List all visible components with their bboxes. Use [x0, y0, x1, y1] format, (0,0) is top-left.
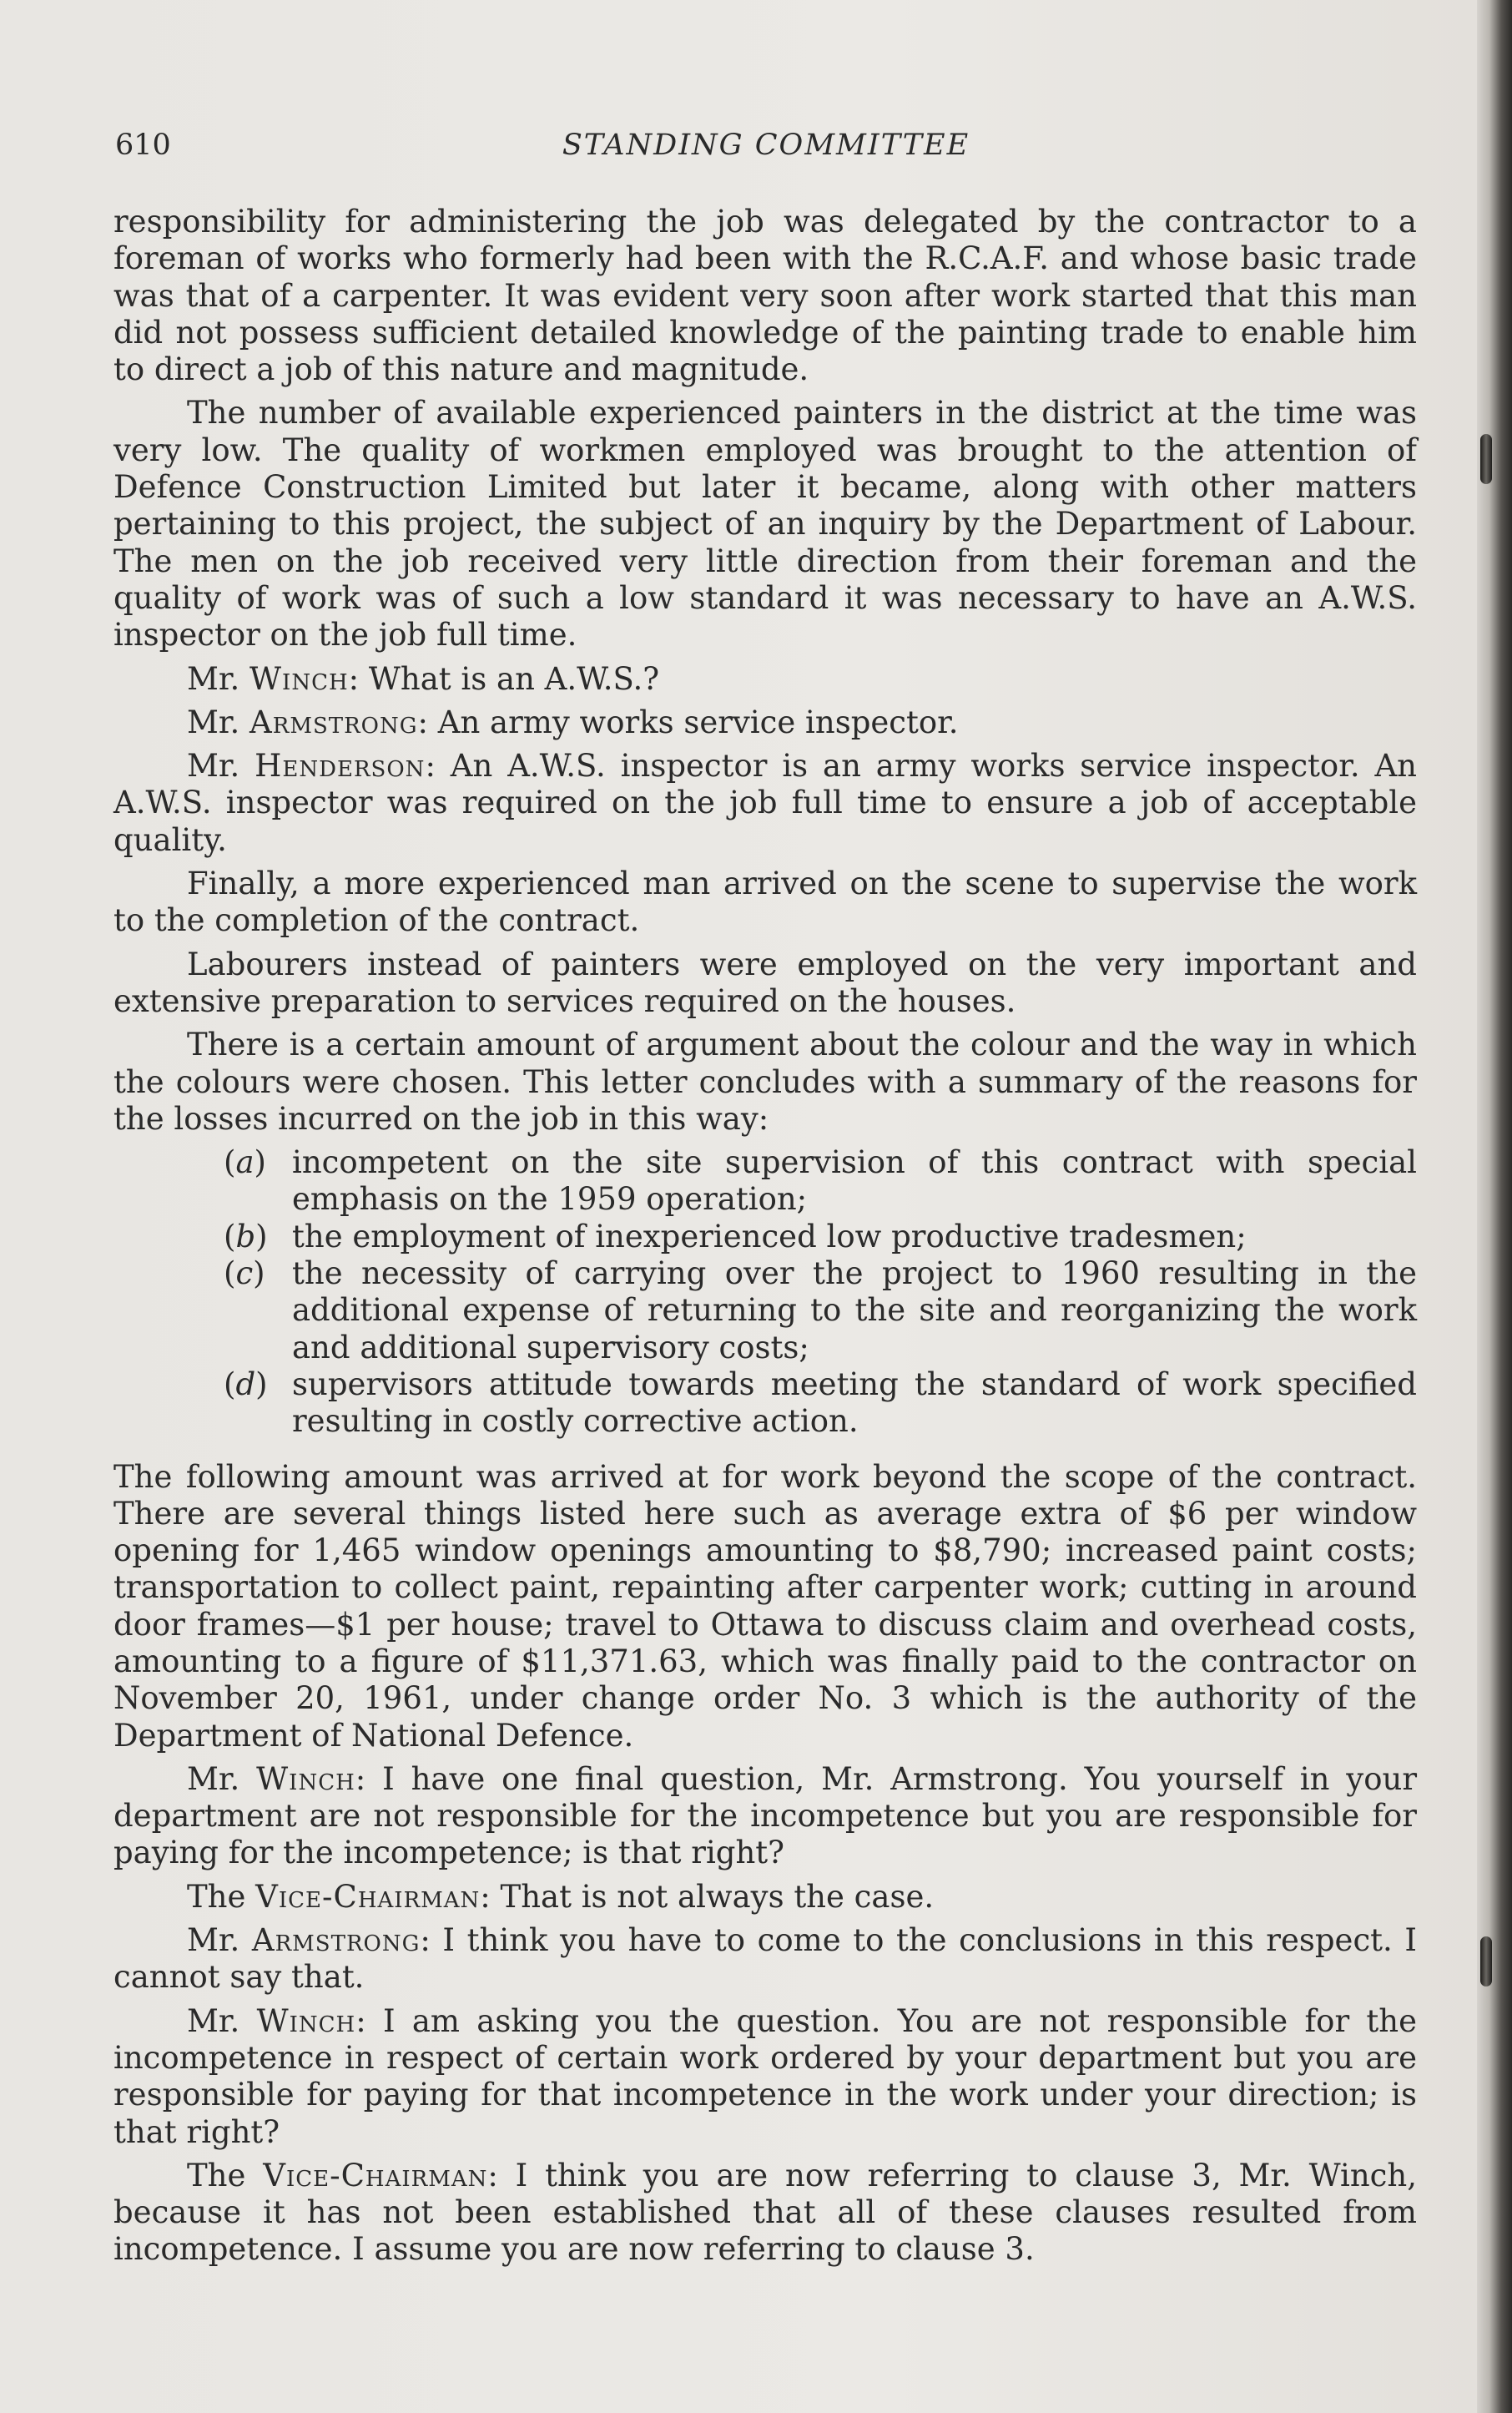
paragraph: responsibility for administering the job was delegated by the contractor to a foreman of works who formerly had been with the R.C.A.F. and whose basic trade was that of a carpenter. It was evident very soon after work started that this man did not possess sufficient detailed knowledge of the painting trade to enable him to direct a job of this nature and magnitude. [113, 204, 1417, 388]
list-item [113, 1255, 1417, 1366]
speaker-name: Vice-Chairman [263, 2157, 488, 2193]
dialogue-text: : What is an A.W.S.? [348, 660, 660, 697]
dialogue-vice-chairman [113, 2158, 1417, 2269]
paragraph: The following amount was arrived at for work beyond the scope of the contract. There are several things listed here such as average extra of $6 per window opening for 1,465 window openings amounting to $8,790; increased paint costs; transportation to collect paint, repainting after carpenter work; cutting in around door frames—$1 per house; travel to Ottawa to discuss claim and overhead costs, amounting to a figure of $11,371.63, which was finally paid to the contractor on November 20, 1961, under change order No. 3 which is the authority of the Department of National Defence. [113, 1458, 1417, 1754]
dialogue-text: : I am asking you the question. You are not responsible for the incompetence in respect of certain work ordered by your department but you are responsible for paying for that incompetence in the work under your direction; is that right? [113, 2002, 1418, 2150]
list-item-text: the employment of inexperienced low productive tradesmen; [292, 1218, 1247, 1254]
page-number: 610 [115, 129, 171, 162]
list-item [113, 1144, 1417, 1219]
dialogue-text: : That is not always the case. [480, 1878, 935, 1915]
dialogue-text: : I have one final question, Mr. Armstrong. You yourself in your department are not responsible for the incompetence but you are responsible for paying for the incompetence; is that right? [113, 1760, 1418, 1871]
dialogue-vice-chairman [113, 1879, 1417, 1916]
dialogue-henderson [113, 748, 1417, 859]
paragraph: Finally, a more experienced man arrived on the scene to supervise the work to the completion of the contract. [113, 866, 1417, 939]
list-item [113, 1366, 1417, 1441]
dialogue-text: : An army works service inspector. [417, 704, 959, 740]
speaker-title: Mr. [187, 704, 250, 740]
dialogue-armstrong [113, 704, 1417, 741]
list-item-label: (a) [224, 1144, 266, 1181]
running-head: STANDING COMMITTEE [562, 129, 970, 162]
dialogue-winch [113, 1761, 1417, 1872]
page-header [115, 129, 1417, 170]
dialogue-text: : I think you have to come to the conclusions in this respect. I cannot say that. [113, 1922, 1418, 1996]
dialogue-winch [113, 661, 1417, 698]
list-item-label: (c) [224, 1255, 265, 1292]
list-item [113, 1219, 1417, 1255]
dialogue-winch [113, 2003, 1417, 2151]
speaker-name: Winch [256, 1760, 355, 1797]
list-item-text: supervisors attitude towards meeting the standard of work specified resulting in costly corrective action. [292, 1366, 1417, 1440]
binding-staple [1480, 434, 1492, 484]
list-item-text: incompetent on the site supervision of this contract with special emphasis on the 1959 operation; [292, 1144, 1417, 1218]
paragraph: The number of available experienced painters in the district at the time was very low. The quality of workmen employed was brought to the attention of Defence Construction Limited but later it became, along with other matters pertaining to this project, the subject of an inquiry by the Department of Labour. The men on the job received very little direction from their foreman and the quality of work was of such a low standard it was necessary to have an A.W.S. inspector on the job full time. [113, 395, 1417, 654]
speaker-name: Vice-Chairman [255, 1878, 481, 1915]
speaker-name: Armstrong [251, 1922, 421, 1959]
speaker-name: Winch [256, 2002, 356, 2039]
speaker-title: Mr. [187, 1922, 252, 1959]
speaker-title: Mr. [187, 1760, 257, 1797]
list-item-text: the necessity of carrying over the project to 1960 resulting in the additional expense of returning to the site and reorganizing the work and additional supervisory costs; [292, 1255, 1417, 1366]
reasons-list [113, 1144, 1417, 1440]
page-body [113, 204, 1417, 2275]
dialogue-text: : An A.W.S. inspector is an army works service inspector. An A.W.S. inspector was required on the job full time to ensure a job of acceptable quality. [113, 748, 1418, 858]
speaker-title: Mr. [187, 2002, 257, 2039]
paragraph: There is a certain amount of argument about the colour and the way in which the colours were chosen. This letter concludes with a summary of the reasons for the losses incurred on the job in this way: [113, 1027, 1417, 1137]
dialogue-armstrong [113, 1922, 1417, 1997]
paragraph: Labourers instead of painters were employed on the very important and extensive preparation to services required on the houses. [113, 946, 1417, 1019]
binding-staple [1480, 1936, 1492, 1986]
speaker-title: Mr. [187, 660, 250, 697]
speaker-name: Henderson [255, 748, 426, 785]
list-item-label: (d) [224, 1366, 268, 1402]
speaker-name: Armstrong [249, 704, 418, 740]
speaker-name: Winch [249, 660, 349, 697]
list-item-label: (b) [224, 1218, 268, 1254]
speaker-title: The [187, 1878, 256, 1915]
book-binding-edge [1477, 0, 1512, 2413]
dialogue-text: : I think you are now referring to clause 3, Mr. Winch, because it has not been established that all of these clauses resulted from incompetence. I assume you are now referring to clause 3. [113, 2157, 1417, 2268]
speaker-title: Mr. [187, 748, 255, 785]
speaker-title: The [187, 2157, 264, 2193]
